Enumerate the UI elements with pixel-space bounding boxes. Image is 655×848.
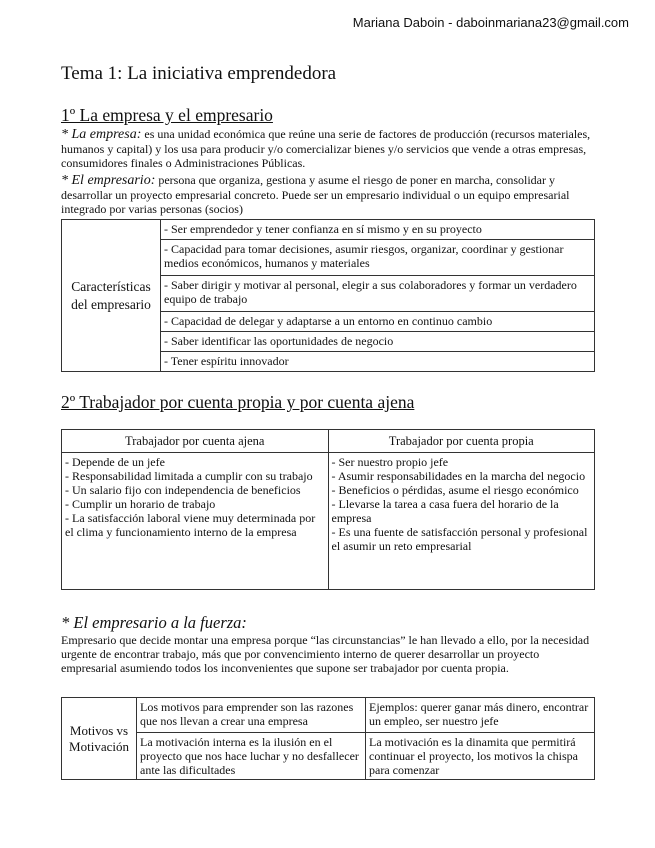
- motivos-table: [61, 697, 595, 780]
- empresa-term: * La empresa:: [61, 127, 142, 142]
- caracteristica-item: - Saber identificar las oportunidades de negocio: [161, 332, 595, 352]
- trabajador-table: [61, 429, 595, 590]
- fuerza-text: Empresario que decide montar una empresa porque “las circunstancias” le han llevado a ello, por la necesidad urgente de encontrar trabajo, más que por convencimiento interno de querer desarrollar un proyecto empresarial asumiendo todos los inconvenientes que supone ser trabajador por cuenta propia.: [61, 633, 590, 675]
- motivos-cell: Los motivos para emprender son las razones que nos llevan a crear una empresa: [137, 698, 366, 733]
- author-header: Mariana Daboin - daboinmariana23@gmail.com: [352, 15, 629, 30]
- col-header-propia: Trabajador por cuenta propia: [328, 430, 595, 453]
- section-heading-trabajador: 2º Trabajador por cuenta propia y por cuenta ajena: [61, 392, 415, 412]
- ajena-item: - Responsabilidad limitada a cumplir con su trabajo: [65, 469, 313, 483]
- caracteristica-item: - Saber dirigir y motivar al personal, elegir a sus colaboradores y formar un verdadero equipo de trabajo: [161, 276, 595, 312]
- page-title: Tema 1: La iniciativa emprendedora: [61, 63, 337, 84]
- propia-item: - Beneficios o pérdidas, asume el riesgo económico: [331, 483, 579, 497]
- ajena-item: - Un salario fijo con independencia de beneficios: [65, 483, 301, 497]
- section-heading-empresa: 1º La empresa y el empresario: [61, 105, 273, 125]
- caracteristica-item: - Capacidad para tomar decisiones, asumir riesgos, organizar, coordinar y gestionar medios económicos, humanos y materiales: [161, 240, 595, 276]
- empresa-definition: [61, 127, 595, 170]
- propia-cell: [328, 453, 595, 590]
- empresa-text: es una unidad económica que reúne una serie de factores de producción (recursos materiales, humanos y capital) y los usa para producir y/o comercializar bienes y/o servicios que vende a otras empresas, consumidores finales o Administraciones Públicas.: [61, 127, 591, 170]
- caracteristica-item: - Ser emprendedor y tener confianza en sí mismo y en su proyecto: [161, 220, 595, 240]
- col-header-ajena: Trabajador por cuenta ajena: [62, 430, 329, 453]
- propia-item: - Es una fuente de satisfacción personal y profesional el asumir un reto empresarial: [331, 525, 588, 553]
- propia-item: - Asumir responsabilidades en la marcha del negocio: [331, 469, 586, 483]
- caracteristica-item: - Tener espíritu innovador: [161, 352, 595, 372]
- caracteristica-item: - Capacidad de delegar y adaptarse a un entorno en continuo cambio: [161, 312, 595, 332]
- ajena-item: - Depende de un jefe: [65, 455, 165, 469]
- motivos-cell: Ejemplos: querer ganar más dinero, encontrar un empleo, ser nuestro jefe: [366, 698, 595, 733]
- caracteristicas-label: Características del empresario: [62, 220, 161, 372]
- caracteristicas-table: [61, 219, 595, 372]
- ajena-item: - La satisfacción laboral viene muy determinada por el clima y funcionamiento interno de la empresa: [65, 511, 316, 539]
- empresario-text: persona que organiza, gestiona y asume el riesgo de poner en marcha, consolidar y desarrollar un proyecto empresarial concreto. Puede ser un empresario individual o un equipo empresarial integrado por varias personas (socios): [61, 173, 570, 216]
- empresario-term: * El empresario:: [61, 173, 156, 188]
- ajena-cell: [62, 453, 329, 590]
- propia-item: - Ser nuestro propio jefe: [331, 455, 449, 469]
- ajena-item: - Cumplir un horario de trabajo: [65, 497, 216, 511]
- fuerza-heading: * El empresario a la fuerza:: [61, 613, 247, 632]
- motivos-cell: La motivación es la dinamita que permitirá continuar el proyecto, los motivos la chispa para comenzar: [366, 733, 595, 780]
- motivos-cell: La motivación interna es la ilusión en el proyecto que nos hace luchar y no desfallecer ante las dificultades: [137, 733, 366, 780]
- motivos-label: Motivos vs Motivación: [62, 698, 137, 780]
- empresario-definition: [61, 173, 595, 216]
- propia-item: - Llevarse la tarea a casa fuera del horario de la empresa: [331, 497, 559, 525]
